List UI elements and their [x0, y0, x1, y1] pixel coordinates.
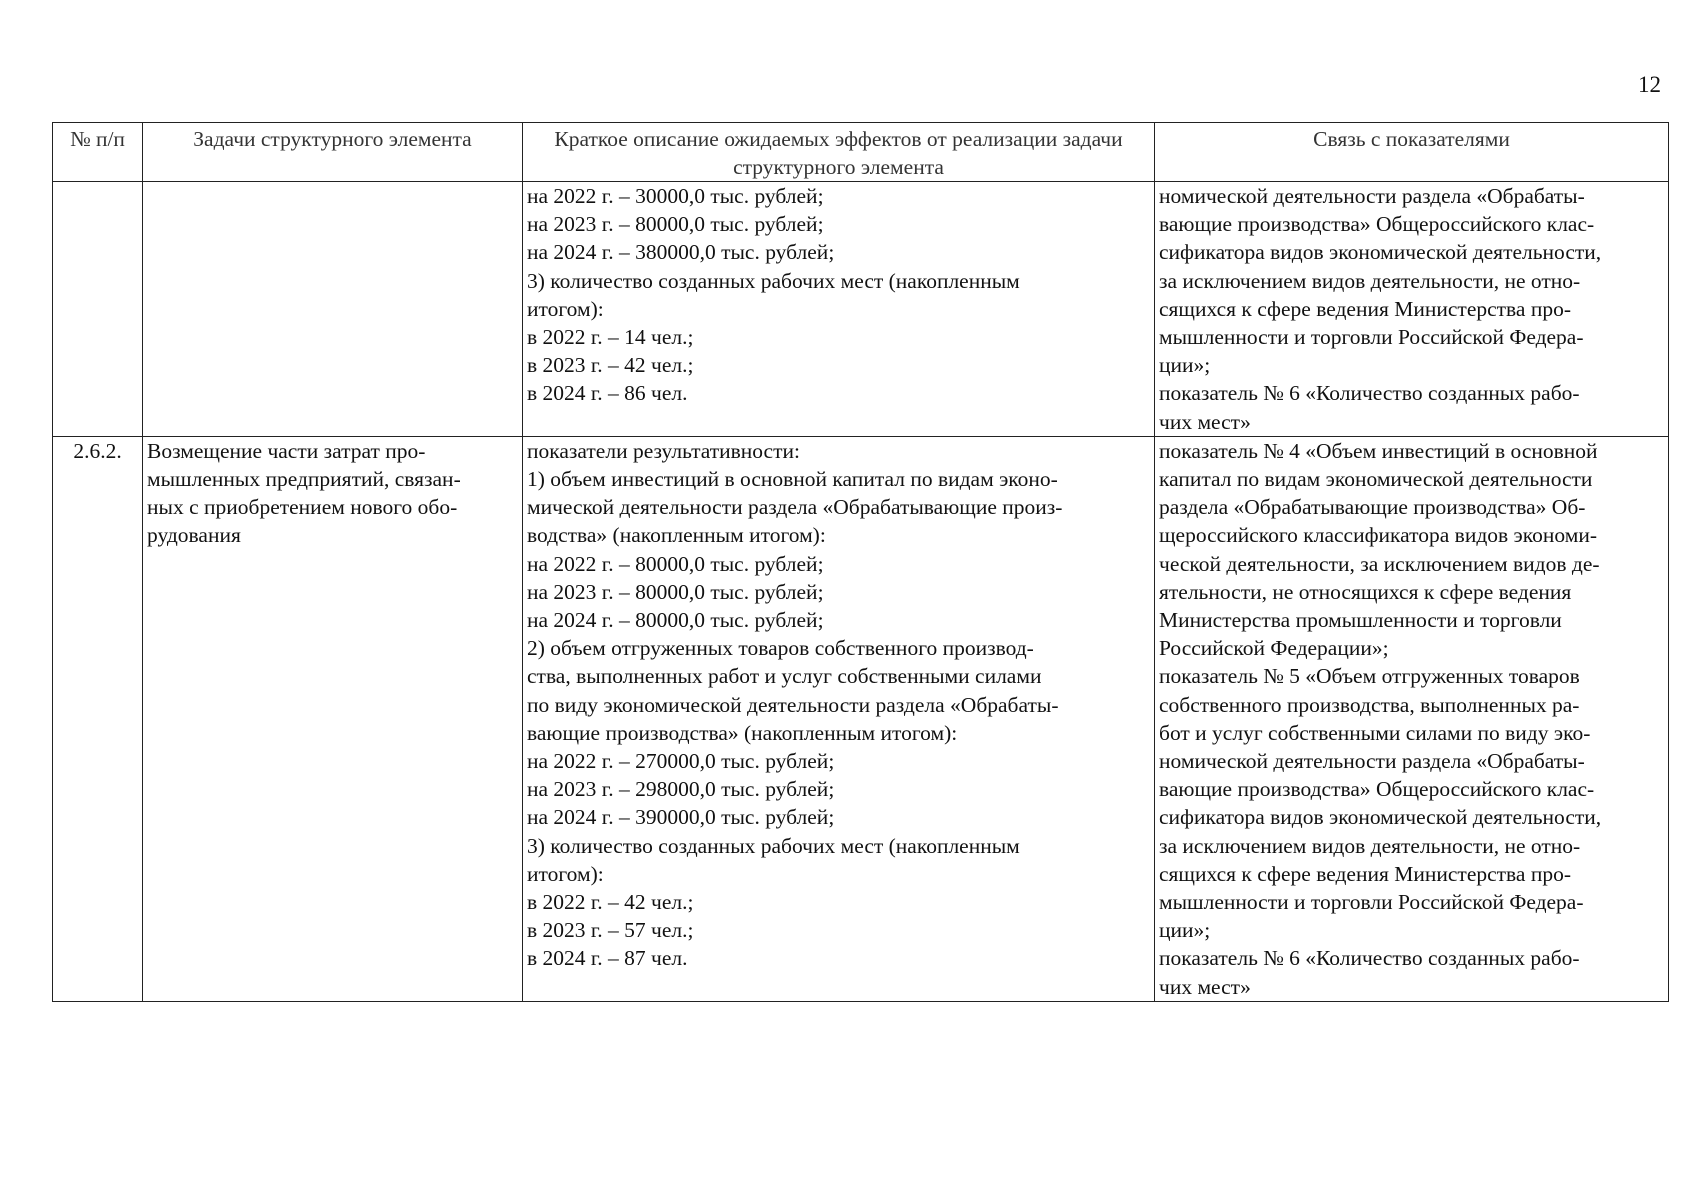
task-line: ных с приобретением нового обо- [147, 495, 458, 520]
indicators-line: собственного производства, выполненных ра- [1159, 692, 1580, 717]
row-number [53, 182, 143, 437]
task-line: рудования [147, 523, 241, 548]
effects-line: в 2022 г. – 42 чел.; [527, 890, 694, 915]
effects-line: в 2022 г. – 14 чел.; [527, 325, 694, 350]
effects-line: в 2024 г. – 86 чел. [527, 381, 688, 406]
indicators-line: показатель № 6 «Количество созданных рабо- [1159, 946, 1580, 971]
effects-line: по виду экономической деятельности раздела «Обрабаты- [527, 692, 1059, 717]
indicators-line: бот и услуг собственными силами по виду эко- [1159, 720, 1591, 745]
indicators-line: мышленности и торговли Российской Федера- [1159, 325, 1584, 350]
indicators-line: раздела «Обрабатывающие производства» Об- [1159, 495, 1586, 520]
indicators-line: ческой деятельности, за исключением видов де- [1159, 551, 1600, 576]
indicators-line: сящихся к сфере ведения Министерства про- [1159, 861, 1571, 886]
task-line: Возмещение части затрат про- [147, 438, 426, 463]
indicators-line: номической деятельности раздела «Обрабаты- [1159, 184, 1585, 208]
header-number: № п/п [53, 123, 143, 182]
indicators-line: показатель № 6 «Количество созданных рабо- [1159, 381, 1580, 406]
indicators-line: номической деятельности раздела «Обрабаты- [1159, 749, 1585, 774]
effects-cell [523, 182, 1155, 437]
indicators-line: чих мест» [1159, 974, 1251, 999]
indicators-line: показатель № 5 «Объем отгруженных товаров [1159, 664, 1580, 689]
effects-line: на 2023 г. – 80000,0 тыс. рублей; [527, 579, 824, 604]
effects-line: 2) объем отгруженных товаров собственного производ- [527, 636, 1034, 661]
table-header-row [53, 123, 1669, 182]
effects-line: на 2024 г. – 390000,0 тыс. рублей; [527, 805, 835, 830]
task-cell [143, 436, 523, 1001]
effects-line: на 2023 г. – 80000,0 тыс. рублей; [527, 212, 824, 237]
indicators-line: мышленности и торговли Российской Федера- [1159, 890, 1584, 915]
effects-line: водства» (накопленным итогом): [527, 523, 826, 548]
effects-line: на 2024 г. – 80000,0 тыс. рублей; [527, 608, 824, 633]
effects-line: в 2024 г. – 87 чел. [527, 946, 688, 971]
effects-line: 1) объем инвестиций в основной капитал по видам эконо- [527, 467, 1058, 492]
table-row [53, 436, 1669, 1001]
indicators-line: за исключением видов деятельности, не отно- [1159, 268, 1581, 293]
indicators-line: Российской Федерации»; [1159, 636, 1389, 661]
effects-line: ства, выполненных работ и услуг собственными силами [527, 664, 1042, 689]
indicators-line: сификатора видов экономической деятельности, [1159, 805, 1602, 830]
effects-line: итогом): [527, 296, 604, 321]
effects-line: в 2023 г. – 42 чел.; [527, 353, 694, 378]
indicators-line: ятельности, не относящихся к сфере ведения [1159, 579, 1572, 604]
header-indicators: Связь с показателями [1155, 123, 1669, 182]
effects-line: на 2022 г. – 80000,0 тыс. рублей; [527, 551, 824, 576]
effects-line: на 2024 г. – 380000,0 тыс. рублей; [527, 240, 835, 265]
indicators-cell [1155, 436, 1669, 1001]
indicators-line: вающие производства» Общероссийского клас- [1159, 212, 1595, 237]
header-tasks: Задачи структурного элемента [143, 123, 523, 182]
task-cell [143, 182, 523, 437]
indicators-line: показатель № 4 «Объем инвестиций в основной [1159, 438, 1598, 463]
effects-line: на 2022 г. – 270000,0 тыс. рублей; [527, 749, 835, 774]
table-header [53, 123, 1669, 182]
indicators-line: щероссийского классификатора видов экономи- [1159, 523, 1597, 548]
indicators-line: вающие производства» Общероссийского клас- [1159, 777, 1595, 802]
indicators-line: ции»; [1159, 918, 1211, 943]
effects-line: показатели результативности: [527, 438, 800, 463]
row-number: 2.6.2. [53, 436, 143, 1001]
indicators-line: ции»; [1159, 353, 1211, 378]
header-effects: Краткое описание ожидаемых эффектов от реализации задачи структурного элемента [523, 123, 1155, 182]
task-line: мышленных предприятий, связан- [147, 467, 461, 492]
table-row [53, 182, 1669, 437]
indicators-line: чих мест» [1159, 409, 1251, 434]
effects-line: 3) количество созданных рабочих мест (накопленным [527, 268, 1020, 293]
effects-line: итогом): [527, 861, 604, 886]
effects-line: вающие производства» (накопленным итогом): [527, 720, 958, 745]
indicators-line: Министерства промышленности и торговли [1159, 608, 1562, 633]
indicators-line: за исключением видов деятельности, не отно- [1159, 833, 1581, 858]
effects-line: в 2023 г. – 57 чел.; [527, 918, 694, 943]
effects-line: на 2023 г. – 298000,0 тыс. рублей; [527, 777, 835, 802]
effects-line: 3) количество созданных рабочих мест (накопленным [527, 833, 1020, 858]
indicators-line: капитал по видам экономической деятельности [1159, 467, 1593, 492]
table-body [53, 182, 1669, 1002]
structural-element-table [52, 122, 1669, 1002]
effects-cell [523, 436, 1155, 1001]
page-number: 12 [1638, 72, 1661, 97]
indicators-cell [1155, 182, 1669, 437]
effects-line: на 2022 г. – 30000,0 тыс. рублей; [527, 184, 824, 208]
indicators-line: сификатора видов экономической деятельности, [1159, 240, 1602, 265]
indicators-line: сящихся к сфере ведения Министерства про- [1159, 296, 1571, 321]
effects-line: мической деятельности раздела «Обрабатывающие произ- [527, 495, 1063, 520]
